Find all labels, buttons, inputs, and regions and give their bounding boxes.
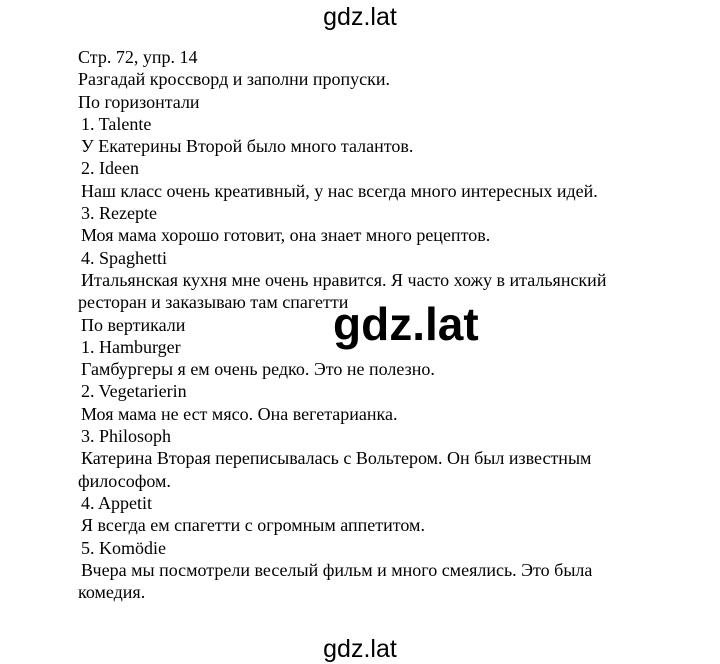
watermark-top: gdz.lat <box>323 3 397 31</box>
vertical-word-5: 5. Komödie <box>81 537 166 558</box>
horizontal-word-3: 3. Rezepte <box>81 203 157 224</box>
horizontal-sentence-1: У Екатерины Второй было много талантов. <box>81 136 414 157</box>
vertical-word-3: 3. Philosoph <box>81 426 172 447</box>
vertical-sentence-3: Катерина Вторая переписывалась с Вольтером. Он был известным философом. <box>78 448 592 491</box>
watermark-center: gdz.lat <box>333 298 479 350</box>
vertical-word-2: 2. Vegetarierin <box>81 381 187 402</box>
horizontal-heading: По горизонтали <box>78 91 200 112</box>
vertical-sentence-1: Гамбургеры я ем очень редко. Это не полезно. <box>81 359 435 380</box>
vertical-heading: По вертикали <box>81 314 186 335</box>
vertical-sentence-4: Я всегда ем спагетти с огромным аппетитом. <box>81 515 425 536</box>
vertical-sentence-2: Моя мама не ест мясо. Она вегетарианка. <box>81 403 398 424</box>
exercise-instruction: Разгадай кроссворд и заполни пропуски. <box>78 69 391 90</box>
horizontal-word-1: 1. Talente <box>81 113 152 134</box>
vertical-sentence-5: Вчера мы посмотрели веселый фильм и много смеялись. Это была комедия. <box>78 559 593 603</box>
horizontal-sentence-4: Итальянская кухня мне очень нравится. Я часто хожу в итальянский ресторан и заказываю там спагетти <box>78 269 607 313</box>
horizontal-word-2: 2. Ideen <box>81 158 139 179</box>
horizontal-sentence-2: Наш класс очень креативный, у нас всегда много интересных идей. <box>81 180 598 201</box>
vertical-word-4: 4. Appetit <box>81 492 152 513</box>
horizontal-word-4: 4. Spaghetti <box>81 247 167 268</box>
exercise-header: Стр. 72, упр. 14 <box>78 47 198 67</box>
watermark-bottom: gdz.lat <box>323 635 397 663</box>
horizontal-sentence-3: Моя мама хорошо готовит, она знает много рецептов. <box>81 225 491 246</box>
vertical-word-1: 1. Hamburger <box>81 336 181 357</box>
